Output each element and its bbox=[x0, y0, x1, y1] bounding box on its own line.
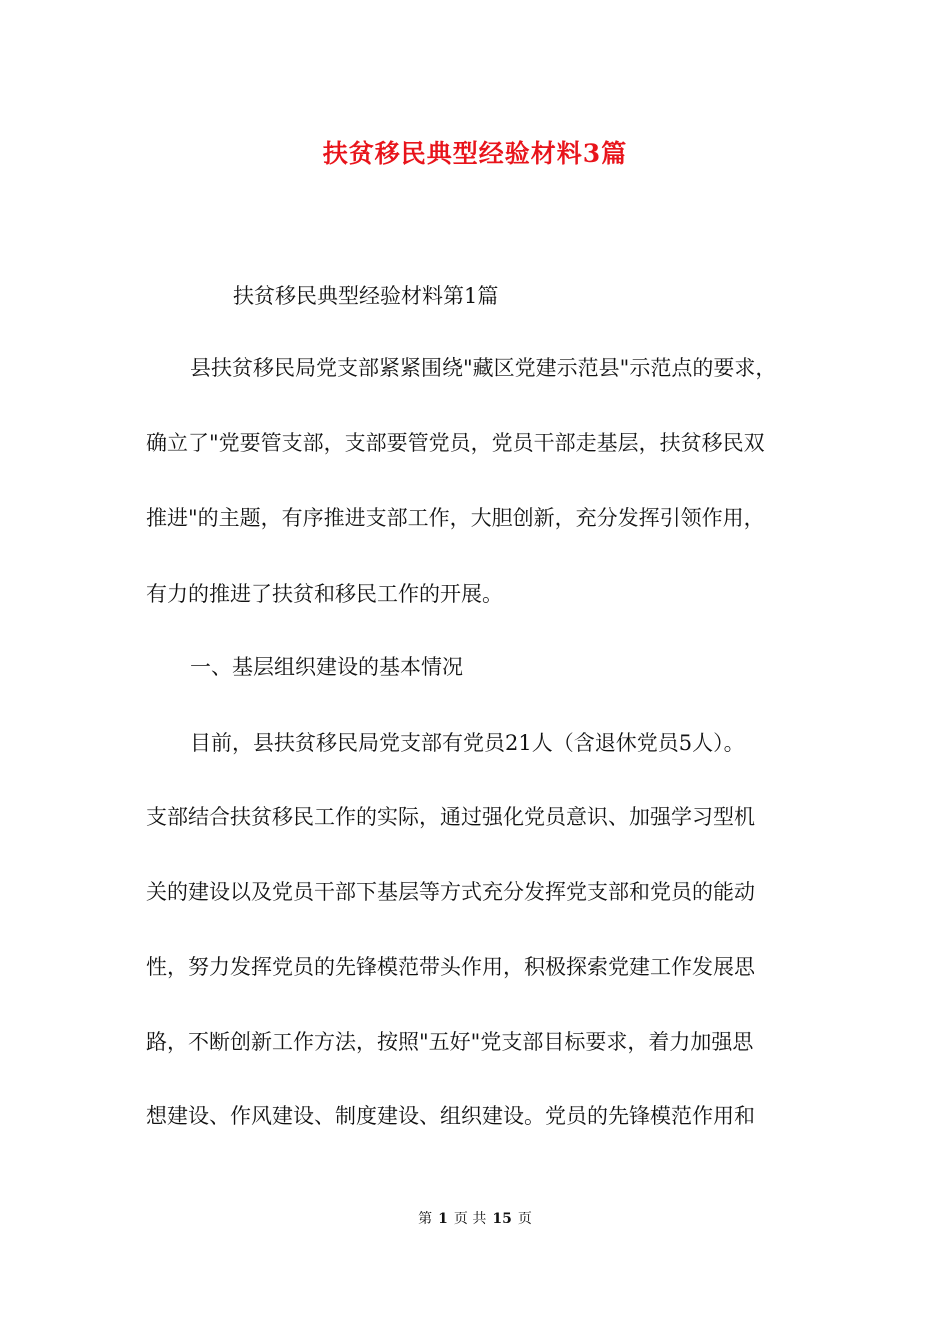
section-heading-first: 扶贫移民典型经验材料第1篇 bbox=[233, 284, 499, 308]
paragraph-line: 关的建设以及党员干部下基层等方式充分发挥党支部和党员的能动 bbox=[146, 880, 755, 904]
section-heading: 一、基层组织建设的基本情况 bbox=[190, 655, 463, 679]
paragraph-line: 路，不断创新工作方法，按照"五好"党支部目标要求，着力加强思 bbox=[146, 1030, 754, 1054]
paragraph-line: 有力的推进了扶贫和移民工作的开展。 bbox=[146, 582, 503, 606]
current-page-number: 1 bbox=[438, 1211, 448, 1227]
paragraph-line: 确立了"党要管支部，支部要管党员，党员干部走基层，扶贫移民双 bbox=[146, 431, 765, 455]
document-title: 扶贫移民典型经验材料3篇 bbox=[322, 139, 628, 168]
paragraph-line: 目前，县扶贫移民局党支部有党员21人（含退休党员5人）。 bbox=[190, 731, 745, 755]
paragraph-line: 性，努力发挥党员的先锋模范带头作用，积极探索党建工作发展思 bbox=[146, 955, 755, 979]
footer-suffix: 页 bbox=[517, 1211, 532, 1227]
paragraph-line: 推进"的主题，有序推进支部工作，大胆创新，充分发挥引领作用， bbox=[146, 506, 765, 530]
page-footer bbox=[0, 1208, 950, 1228]
paragraph-line: 想建设、作风建设、制度建设、组织建设。党员的先锋模范作用和 bbox=[146, 1104, 755, 1128]
total-pages-number: 15 bbox=[492, 1211, 512, 1227]
footer-prefix: 第 bbox=[418, 1211, 433, 1227]
footer-middle: 页 共 bbox=[453, 1211, 487, 1227]
paragraph-line: 县扶贫移民局党支部紧紧围绕"藏区党建示范县"示范点的要求， bbox=[190, 356, 777, 380]
paragraph-line: 支部结合扶贫移民工作的实际，通过强化党员意识、加强学习型机 bbox=[146, 805, 755, 829]
